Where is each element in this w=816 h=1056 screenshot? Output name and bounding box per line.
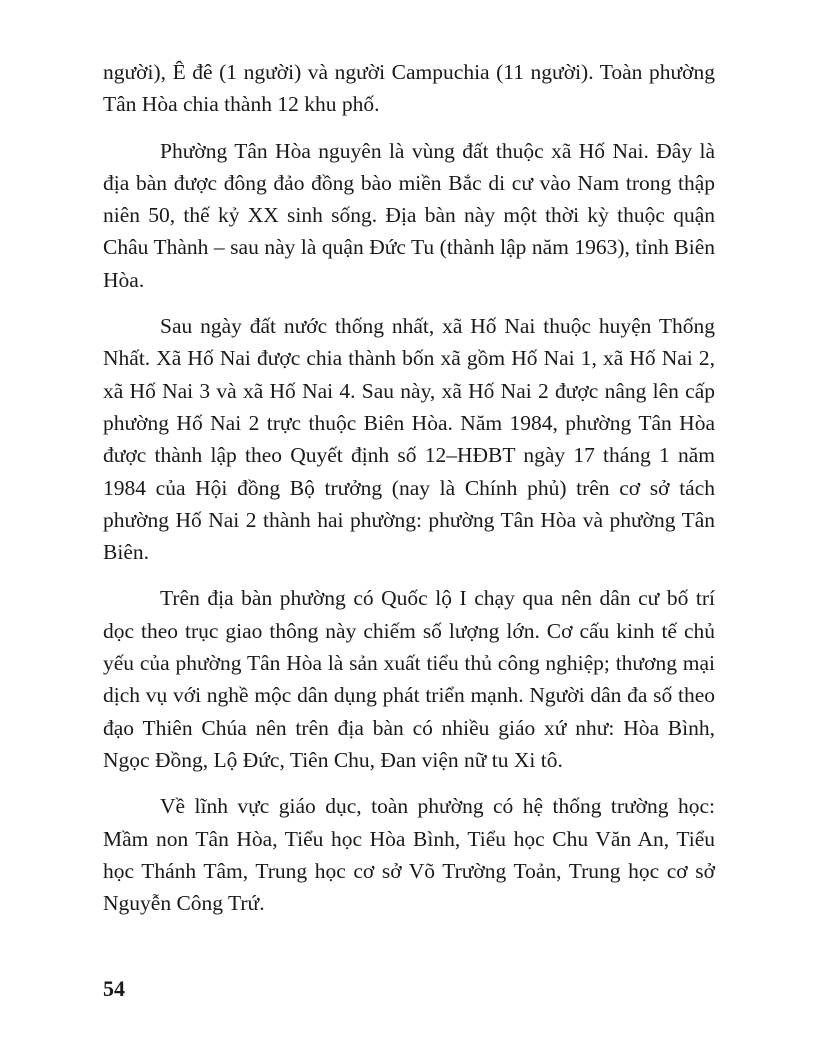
paragraph: Sau ngày đất nước thống nhất, xã Hố Nai thuộc huyện Thống Nhất. Xã Hố Nai được chia thành bốn xã gồm Hố Nai 1, xã Hố Nai 2, xã Hố Nai 3 và xã Hố Nai 4. Sau này, xã Hố Nai 2 được nâng lên cấp phường Hố Nai 2 trực thuộc Biên Hòa. Năm 1984, phường Tân Hòa được thành lập theo Quyết định số 12–HĐBT ngày 17 tháng 1 năm 1984 của Hội đồng Bộ trưởng (nay là Chính phủ) trên cơ sở tách phường Hố Nai 2 thành hai phường: phường Tân Hòa và phường Tân Biên. — [103, 314, 715, 565]
paragraph-continued: người), Ê đê (1 người) và người Campuchia (11 người). Toàn phường Tân Hòa chia thành 12 khu phố. — [103, 60, 715, 117]
paragraph: Về lĩnh vực giáo dục, toàn phường có hệ thống trường học: Mầm non Tân Hòa, Tiểu học Hòa Bình, Tiểu học Chu Văn An, Tiểu học Thánh Tâm, Trung học cơ sở Võ Trường Toản, Trung học cơ sở Nguyễn Công Trứ. — [103, 794, 715, 916]
paragraph: Trên địa bàn phường có Quốc lộ I chạy qua nên dân cư bố trí dọc theo trục giao thông này chiếm số lượng lớn. Cơ cấu kinh tế chủ yếu của phường Tân Hòa là sản xuất tiểu thủ công nghiệp; thương mại dịch vụ với nghề mộc dân dụng phát triển mạnh. Người dân đa số theo đạo Thiên Chúa nên trên địa bàn có nhiều giáo xứ như: Hòa Bình, Ngọc Đồng, Lộ Đức, Tiên Chu, Đan viện nữ tu Xi tô. — [103, 586, 715, 772]
paragraph: Phường Tân Hòa nguyên là vùng đất thuộc xã Hố Nai. Đây là địa bàn được đông đảo đồng bào miền Bắc di cư vào Nam trong thập niên 50, thế kỷ XX sinh sống. Địa bàn này một thời kỳ thuộc quận Châu Thành – sau này là quận Đức Tu (thành lập năm 1963), tỉnh Biên Hòa. — [103, 138, 715, 292]
page-body — [103, 56, 715, 933]
page-number: 54 — [103, 976, 125, 1001]
